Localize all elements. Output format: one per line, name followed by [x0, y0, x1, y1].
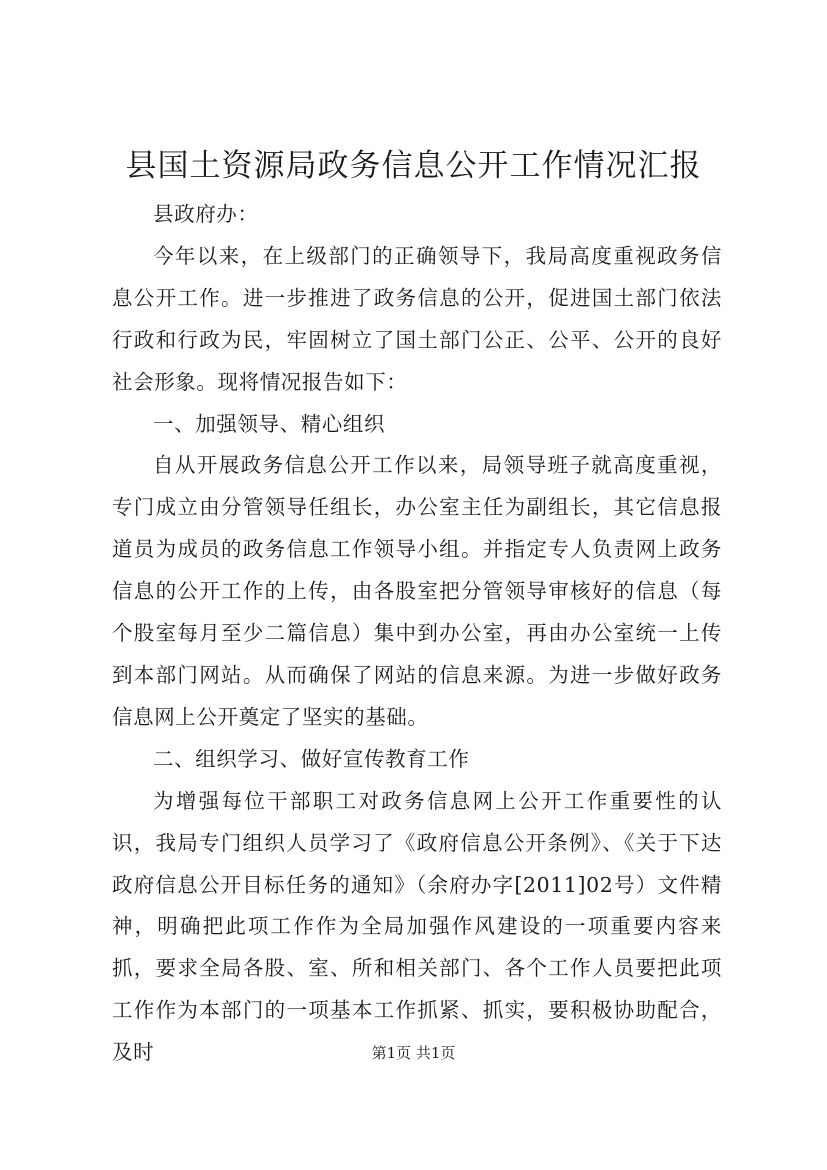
page-footer: 第1页 共1页 — [371, 1044, 456, 1062]
section-heading-2: 二、组织学习、做好宣传教育工作 — [153, 746, 470, 771]
section-heading-1: 一、加强领导、精心组织 — [153, 411, 386, 436]
paragraph-intro: 今年以来，在上级部门的正确领导下，我局高度重视政务信息公开工作。进一步推进了政务信息的公开，促进国土部门依法行政和行政为民，牢固树立了国土部门公正、公平、公开的良好社会形象。现将情况报告如下： — [112, 243, 722, 394]
document-body — [112, 194, 722, 1074]
document-title: 县国土资源局政务信息公开工作情况汇报 — [125, 148, 702, 184]
paragraph-section-2: 为增强每位干部职工对政务信息网上公开工作重要性的认识，我局专门组织人员学习了《政府信息公开条例》、《关于下达政府信息公开目标任务的通知》（余府办字[2011]02号）文件精神，明确把此项工作作为全局加强作风建设的一项重要内容来抓，要求全局各股、室、所和相关部门、各个工作人员要把此项工作作为本部门的一项基本工作抓紧、抓实，要积极协助配合，及时 — [112, 788, 722, 1065]
paragraph-section-1: 自从开展政务信息公开工作以来，局领导班子就高度重视，专门成立由分管领导任组长，办公室主任为副组长，其它信息报道员为成员的政务信息工作领导小组。并指定专人负责网上政务信息的公开工作的上传，由各股室把分管领导审核好的信息（每个股室每月至少二篇信息）集中到办公室，再由办公室统一上传到本部门网站。从而确保了网站的信息来源。为进一步做好政务信息网上公开奠定了坚实的基础。 — [112, 453, 722, 729]
salutation: 县政府办： — [153, 202, 259, 226]
